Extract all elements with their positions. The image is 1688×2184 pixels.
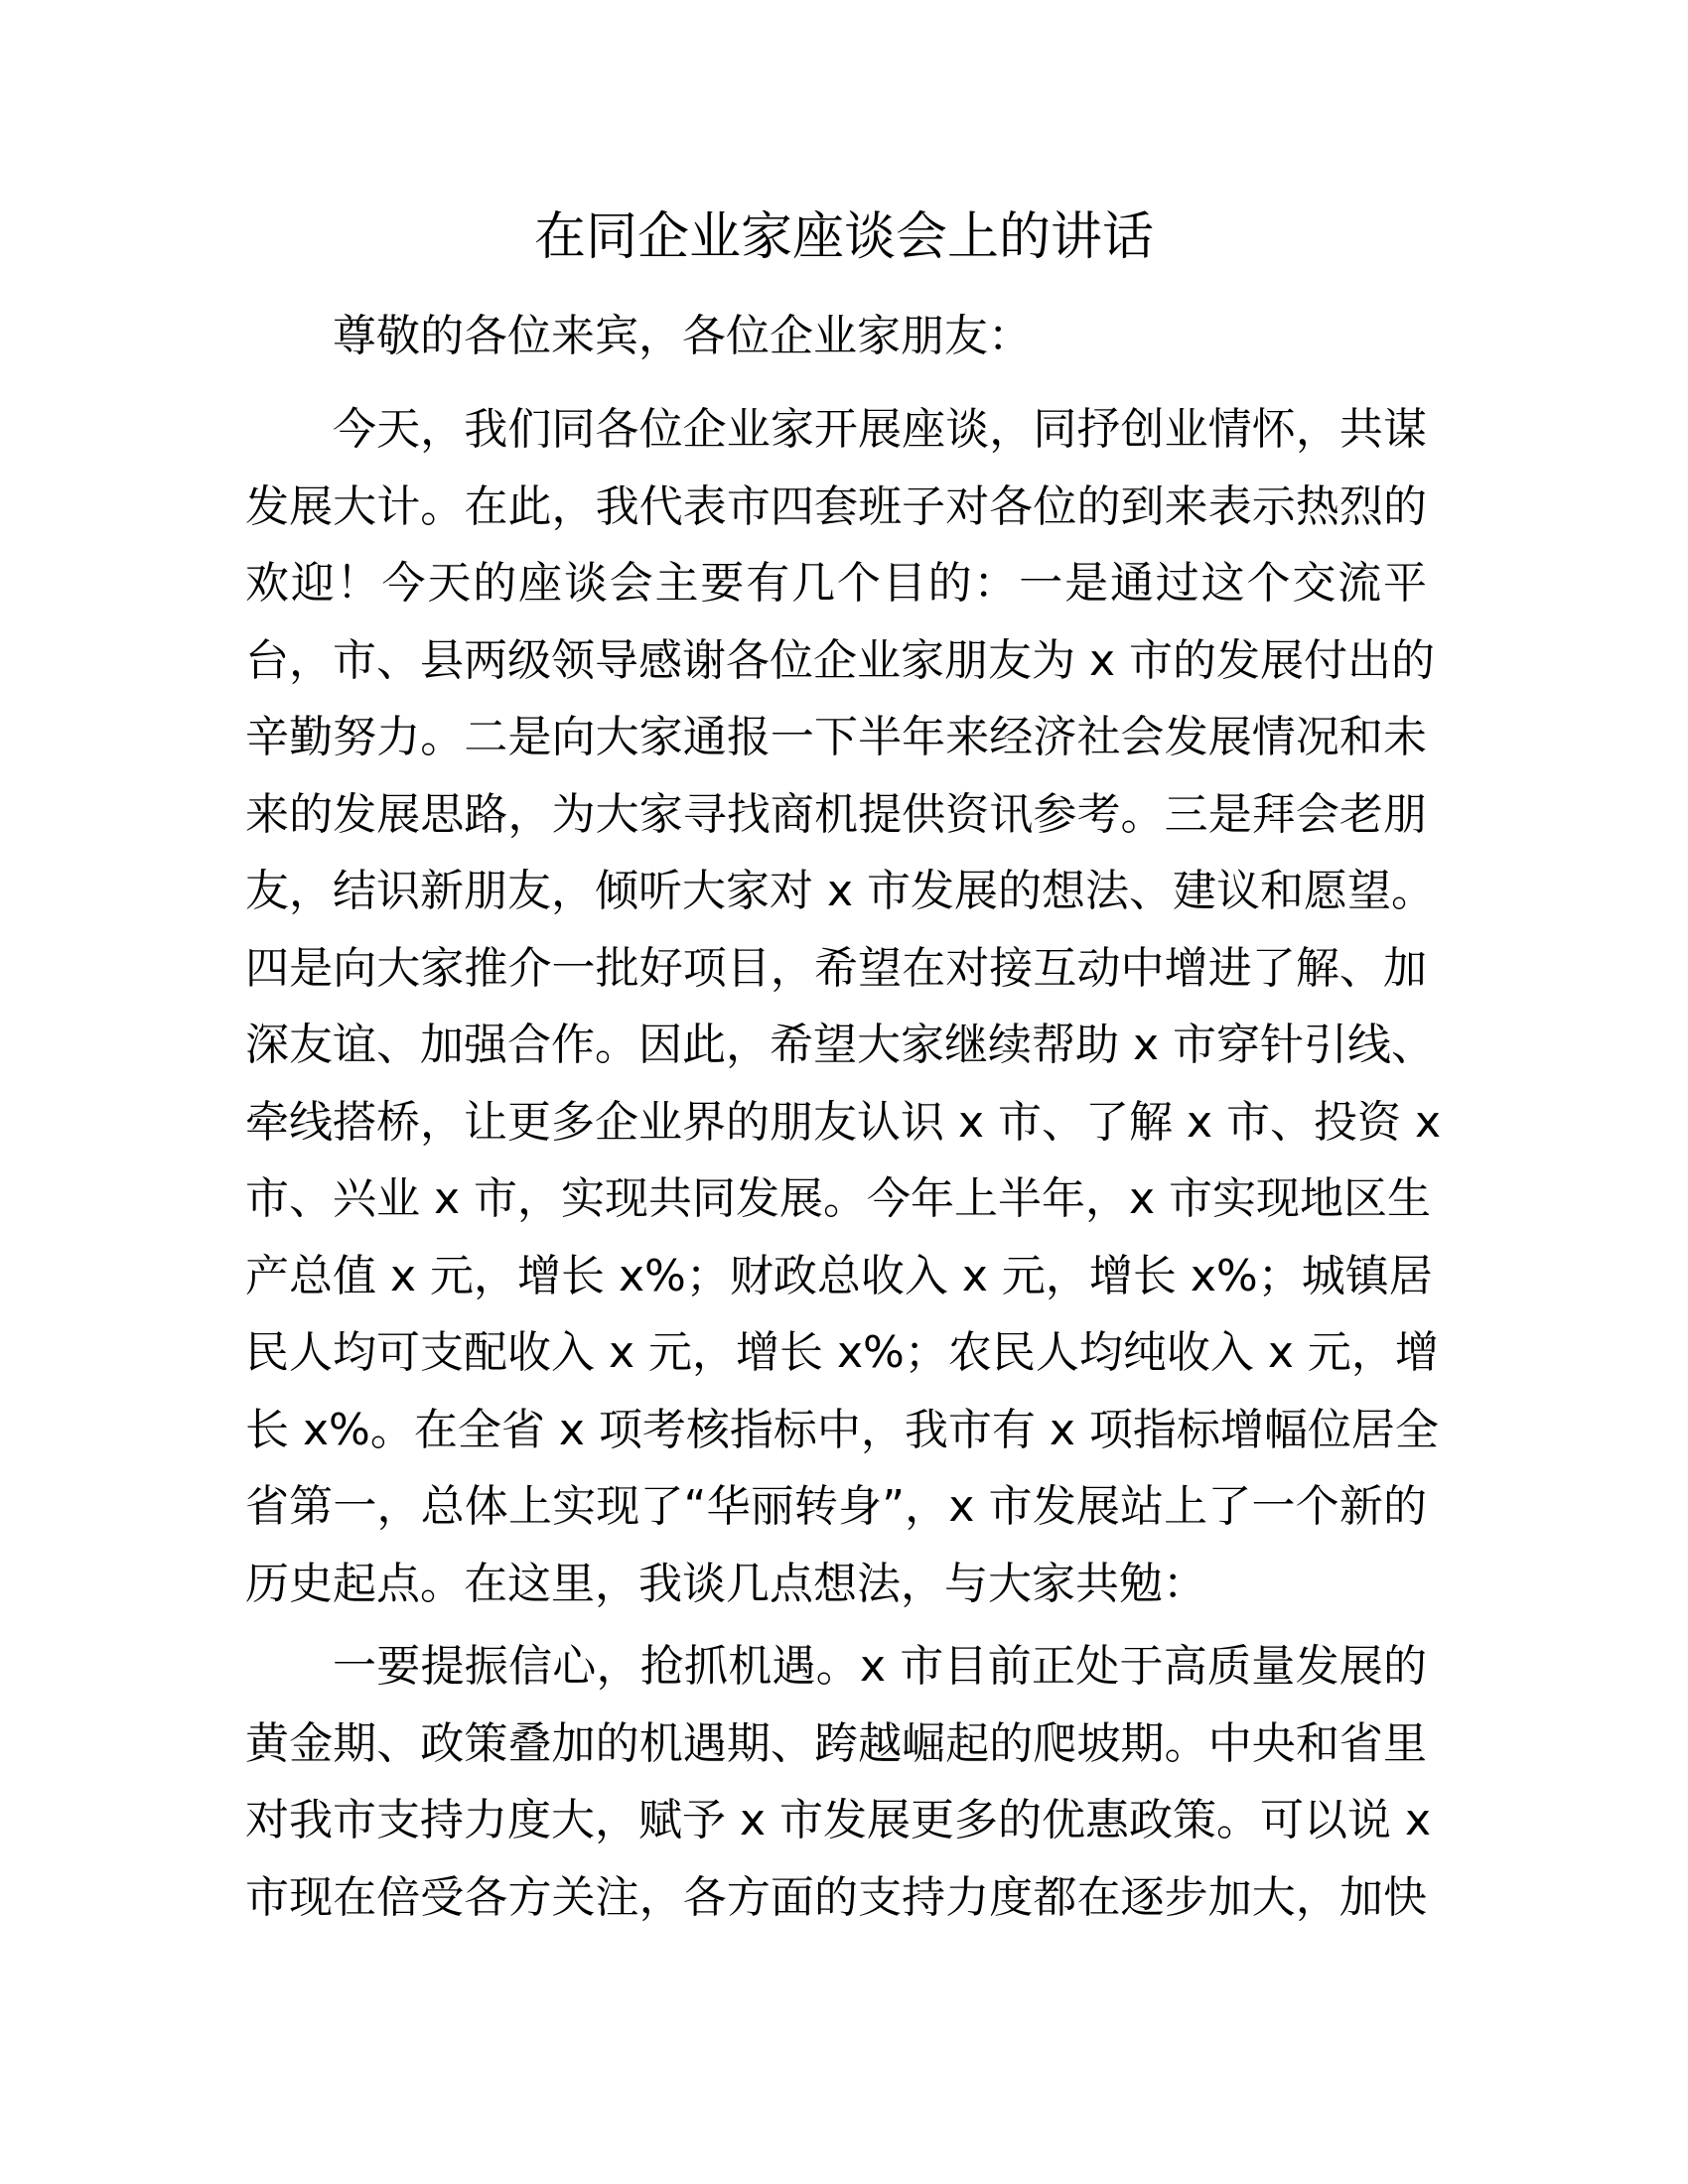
text-line: 欢迎！今天的座谈会主要有几个目的：一是通过这个交流平 xyxy=(245,558,1427,609)
text-line: 产总值 x 元，增长 x%；财政总收入 x 元，增长 x%；城镇居 xyxy=(245,1250,1433,1301)
paragraph-2 xyxy=(245,1628,1432,1936)
paragraph-1 xyxy=(245,391,1442,1622)
text-line: 省第一，总体上实现了“华丽转身”，x 市发展站上了一个新的 xyxy=(245,1481,1427,1532)
text-line: 来的发展思路，为大家寻找商机提供资讯参考。三是拜会老朋 xyxy=(245,788,1427,840)
text-line: 市、兴业 x 市，实现共同发展。今年上半年，x 市实现地区生 xyxy=(245,1173,1432,1224)
text-line: 四是向大家推介一批好项目，希望在对接互动中增进了解、加 xyxy=(245,942,1427,994)
text-line: 黄金期、政策叠加的机遇期、跨越崛起的爬坡期。中央和省里 xyxy=(245,1717,1427,1769)
text-line: 长 x%。在全省 x 项考核指标中，我市有 x 项指标增幅位居全 xyxy=(245,1404,1439,1455)
text-line: 今天，我们同各位企业家开展座谈，同抒创业情怀，共谋 xyxy=(333,404,1427,455)
text-line: 市现在倍受各方关注，各方面的支持力度都在逐步加大，加快 xyxy=(245,1871,1427,1923)
text-line: 牵线搭桥，让更多企业界的朋友认识 x 市、了解 x 市、投资 x xyxy=(245,1096,1442,1148)
text-line: 民人均可支配收入 x 元，增长 x%；农民人均纯收入 x 元，增 xyxy=(245,1327,1439,1378)
text-line: 对我市支持力度大，赋予 x 市发展更多的优惠政策。可以说 x xyxy=(245,1795,1432,1845)
greeting-line: 尊敬的各位来宾，各位企业家朋友： xyxy=(333,311,1032,361)
text-line: 台，市、县两级领导感谢各位企业家朋友为 x 市的发展付出的 xyxy=(245,634,1436,686)
document-title: 在同企业家座谈会上的讲话 xyxy=(533,207,1154,267)
text-line: 友，结识新朋友，倾听大家对 x 市发展的想法、建议和愿望。 xyxy=(245,866,1436,916)
text-line: 深友谊、加强合作。因此，希望大家继续帮助 x 市穿针引线、 xyxy=(245,1020,1436,1070)
text-line: 一要提振信心，抢抓机遇。x 市目前正处于高质量发展的 xyxy=(333,1641,1427,1692)
text-line: 辛勤努力。二是向大家通报一下半年来经济社会发展情况和未 xyxy=(245,712,1427,762)
greeting-paragraph xyxy=(245,298,1427,375)
text-line: 发展大计。在此，我代表市四套班子对各位的到来表示热烈的 xyxy=(245,480,1427,532)
text-line: 历史起点。在这里，我谈几点想法，与大家共勉： xyxy=(245,1558,1206,1609)
